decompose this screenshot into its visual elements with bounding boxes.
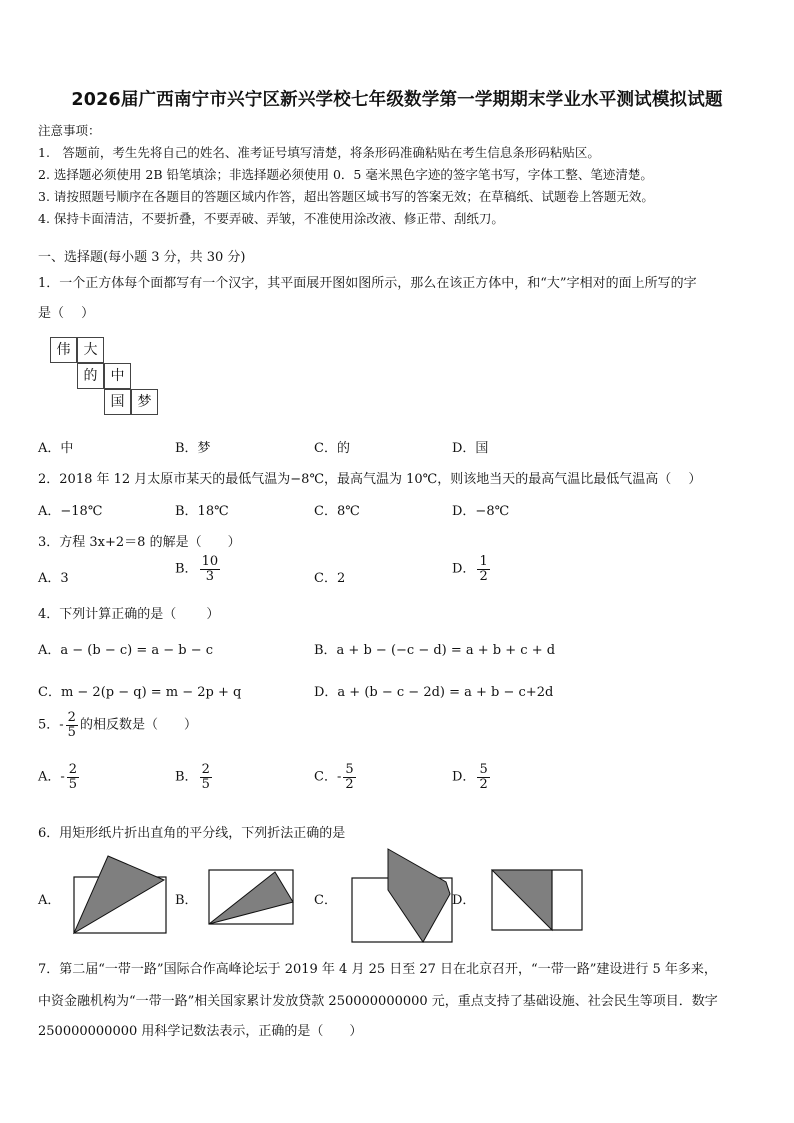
fold-triangle bbox=[388, 849, 450, 942]
q3-option-c: C．2 bbox=[314, 571, 346, 586]
notice-heading: 注意事项： bbox=[38, 123, 101, 138]
q3-stem: 3．方程 3x+2＝8 的解是（ ） bbox=[38, 535, 241, 550]
q7-stem-1: 7．第二届“一带一路”国际合作高峰论坛于 2019 年 4 月 25 日至 27 日在北京召开，“一带一路”建设进行 5 年多来， bbox=[38, 962, 717, 977]
option-label: D． bbox=[452, 561, 476, 577]
q2-option-d: D．−8℃ bbox=[452, 504, 510, 519]
q2-option-c: C．8℃ bbox=[314, 504, 360, 519]
fold-triangle bbox=[74, 856, 164, 933]
option-label: A．- bbox=[38, 769, 65, 785]
fraction bbox=[477, 763, 489, 791]
q6-option-c-label: C． bbox=[314, 893, 337, 908]
numerator: 1 bbox=[479, 554, 488, 569]
fold-triangle bbox=[492, 870, 552, 930]
q4-stem: 4．下列计算正确的是（ ） bbox=[38, 607, 220, 622]
q5-option-d bbox=[452, 763, 492, 791]
q3-option-d bbox=[452, 555, 492, 583]
q1-stem: 1．一个正方体每个面都写有一个汉字，其平面展开图如图所示，那么在该正方体中，和“大”字相对的面上所写的字 bbox=[38, 276, 697, 291]
numerator: 2 bbox=[68, 762, 78, 777]
fraction bbox=[66, 711, 78, 739]
numerator: 5 bbox=[479, 762, 488, 777]
denominator: 5 bbox=[201, 776, 210, 792]
q5-suffix: 的相反数是（ ） bbox=[79, 717, 197, 733]
q4-option-b: B．a + b − (−c − d) = a + b + c + d bbox=[314, 643, 556, 658]
notice-item-1: 1. 答题前，考生先将自己的姓名、准考证号填写清楚，将条形码准确粘贴在考生信息条形码粘贴区。 bbox=[38, 145, 600, 160]
section-heading: 一、选择题(每小题 3 分，共 30 分) bbox=[38, 250, 246, 265]
fraction bbox=[200, 763, 212, 791]
numerator: 10 bbox=[201, 554, 219, 569]
net-cell: 中 bbox=[104, 363, 131, 389]
q5-option-a bbox=[38, 763, 81, 791]
q1-option-c: C．的 bbox=[314, 441, 350, 456]
q5-stem bbox=[38, 711, 197, 739]
denominator: 2 bbox=[345, 776, 354, 792]
q3-option-a: A．3 bbox=[38, 571, 69, 586]
q6-stem: 6．用矩形纸片折出直角的平分线，下列折法正确的是 bbox=[38, 826, 346, 841]
numerator: 2 bbox=[201, 762, 210, 777]
notice-item-2: 2. 选择题必须使用 2B 铅笔填涂；非选择题必须使用 0．5 毫米黑色字迹的签字笔书写，字体工整、笔迹清楚。 bbox=[38, 167, 653, 182]
net-cell: 大 bbox=[77, 337, 104, 363]
q4-option-a: A．a − (b − c) = a − b − c bbox=[38, 643, 214, 658]
q2-option-b: B．18℃ bbox=[175, 504, 229, 519]
q5-option-c bbox=[314, 763, 358, 791]
denominator: 2 bbox=[479, 568, 488, 584]
q7-stem-3: 250000000000 用科学记数法表示，正确的是（ ） bbox=[38, 1024, 363, 1039]
q1-stem-2: 是（ ） bbox=[38, 306, 95, 321]
denominator: 5 bbox=[68, 776, 78, 792]
q2-stem: 2．2018 年 12 月太原市某天的最低气温为−8℃，最高气温为 10℃，则该地当天的最高气温比最低气温高（ ） bbox=[38, 472, 702, 487]
net-cell: 的 bbox=[77, 363, 104, 389]
option-label: B． bbox=[175, 769, 198, 785]
notice-item-3: 3. 请按照题号顺序在各题目的答题区域内作答，超出答题区域书写的答案无效；在草稿纸、试题卷上答题无效。 bbox=[38, 189, 654, 204]
q6-figure-a bbox=[70, 853, 170, 937]
fold-triangle bbox=[209, 872, 293, 924]
net-cell: 国 bbox=[104, 389, 131, 415]
numerator: 5 bbox=[345, 762, 354, 777]
option-label: B． bbox=[175, 561, 198, 577]
q1-option-a: A．中 bbox=[38, 441, 74, 456]
page-title: 2026届广西南宁市兴宁区新兴学校七年级数学第一学期期末学业水平测试模拟试题 bbox=[71, 90, 723, 110]
q1-option-b: B．梦 bbox=[175, 441, 211, 456]
net-cell: 伟 bbox=[50, 337, 77, 363]
q6-option-b-label: B． bbox=[175, 893, 198, 908]
q6-figure-d bbox=[488, 866, 588, 934]
fraction bbox=[343, 763, 355, 791]
fraction bbox=[477, 555, 489, 583]
q6-option-a-label: A． bbox=[38, 893, 61, 908]
q5-prefix: 5．- bbox=[38, 717, 64, 733]
q5-option-b bbox=[175, 763, 214, 791]
q4-option-d: D．a + (b − c − 2d) = a + b − c+2d bbox=[314, 685, 554, 700]
fraction bbox=[200, 555, 221, 583]
q2-option-a: A．−18℃ bbox=[38, 504, 103, 519]
fraction bbox=[67, 763, 79, 791]
q6-figure-c bbox=[348, 846, 456, 946]
option-label: C．- bbox=[314, 769, 342, 785]
denominator: 3 bbox=[205, 568, 214, 584]
q6-option-d-label: D． bbox=[452, 893, 476, 908]
q4-option-c: C．m − 2(p − q) = m − 2p + q bbox=[38, 685, 242, 700]
q1-option-d: D．国 bbox=[452, 441, 489, 456]
net-cell: 梦 bbox=[131, 389, 158, 415]
numerator: 2 bbox=[67, 710, 76, 725]
option-label: D． bbox=[452, 769, 476, 785]
denominator: 2 bbox=[479, 776, 488, 792]
q6-figure-b bbox=[205, 866, 297, 928]
q7-stem-2: 中资金融机构为“一带一路”相关国家累计发放贷款 250000000000 元，重点支持了基础设施、社会民生等项目．数字 bbox=[38, 994, 718, 1009]
denominator: 5 bbox=[67, 724, 76, 740]
q3-option-b bbox=[175, 555, 222, 583]
notice-item-4: 4. 保持卡面清洁，不要折叠，不要弄破、弄皱，不准使用涂改液、修正带、刮纸刀。 bbox=[38, 211, 504, 226]
